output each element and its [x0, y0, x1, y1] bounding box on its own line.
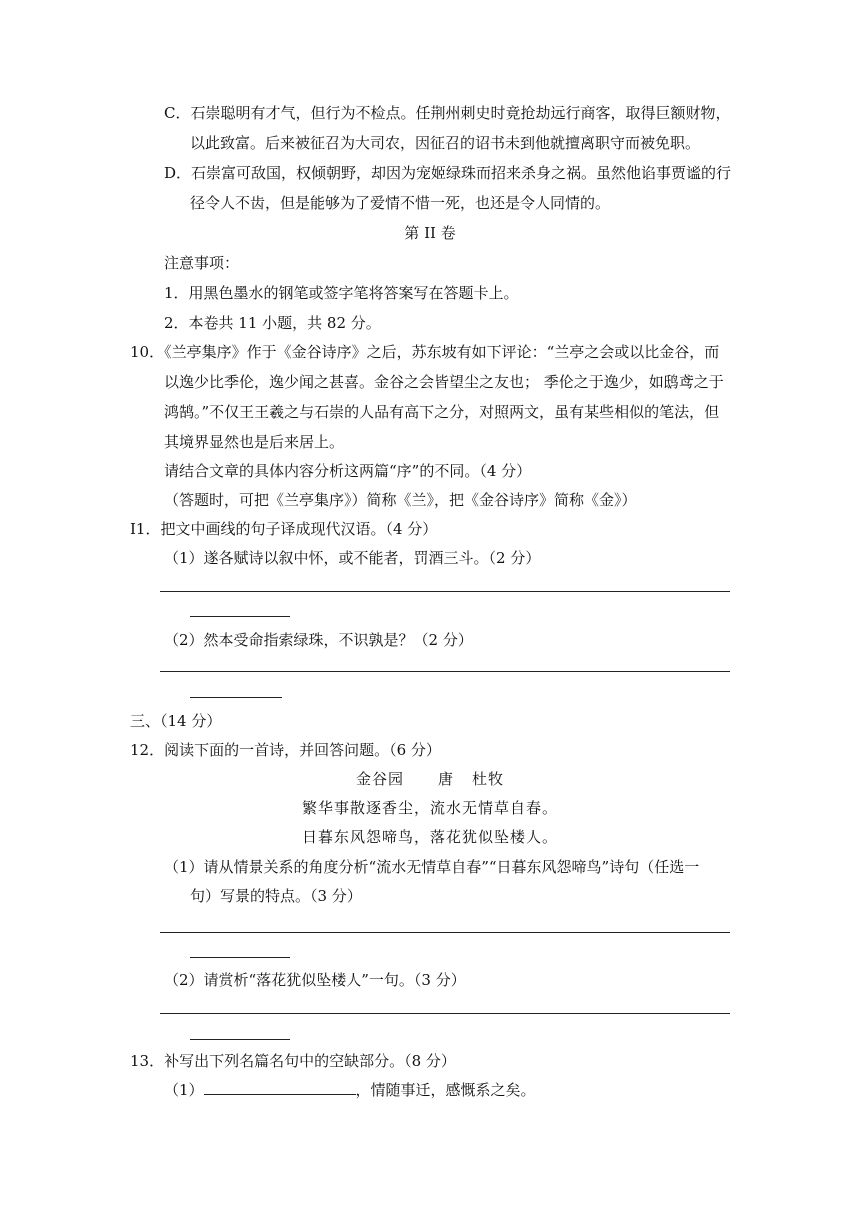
poem-line-2: 日暮东风怨啼鸟，落花犹似坠楼人。 — [301, 828, 558, 846]
poem-title: 金谷园 — [355, 770, 404, 788]
option-c-line-1: C．石崇聪明有才气，但行为不检点。任荆州刺史时竟抢劫远行商客，取得巨额财物， — [164, 104, 731, 122]
answer-line[interactable] — [160, 932, 730, 933]
q12-sub-1-line-2: 句）写景的特点。（3 分） — [190, 887, 362, 905]
poem-author: 杜牧 — [472, 770, 505, 788]
q13-heading: 13．补写出下列名篇名句中的空缺部分。（8 分） — [130, 1052, 456, 1070]
option-d-line-2: 径令人不齿，但是能够为了爱情不惜一死，也还是令人同情的。 — [190, 194, 611, 212]
answer-line[interactable] — [160, 671, 730, 672]
poem-dynasty: 唐 — [437, 770, 454, 788]
q11-sub-2: （2）然本受命指索绿珠，不识孰是？（2 分） — [164, 631, 473, 649]
poem-line-1: 繁华事散逐香尘，流水无情草自春。 — [301, 799, 558, 817]
answer-line[interactable] — [160, 1013, 730, 1014]
section-title: 第 II 卷 — [404, 224, 456, 242]
option-d-line-1: D．石崇富可敌国，权倾朝野，却因为宠姬绿珠而招来杀身之祸。虽然他谄事贾谧的行 — [164, 164, 732, 182]
q12-heading: 12．阅读下面的一首诗，并回答问题。（6 分） — [130, 741, 441, 759]
answer-line[interactable] — [160, 591, 730, 592]
answer-line-end[interactable] — [190, 957, 290, 958]
q12-sub-2: （2）请赏析“落花犹似坠楼人”一句。（3 分） — [164, 971, 466, 989]
notice-item-1: 1．用黑色墨水的钢笔或签字笔将答案写在答题卡上。 — [164, 284, 519, 302]
notice-item-2: 2．本卷共 11 小题，共 82 分。 — [164, 314, 381, 332]
q13-sub-1-suffix: ，情随事迁，感慨系之矣。 — [355, 1081, 536, 1099]
part-3-heading: 三、（14 分） — [130, 712, 222, 730]
q13-sub-1-prefix: （1） — [164, 1081, 204, 1099]
answer-line-end[interactable] — [190, 1039, 290, 1040]
q12-sub-1-line-1: （1）请从情景关系的角度分析“流水无情草自春”“日暮东风怨啼鸟”诗句（任选一 — [164, 858, 700, 876]
q13-sub-1 — [164, 1080, 536, 1100]
q11-sub-1: （1）遂各赋诗以叙中怀，或不能者，罚酒三斗。（2 分） — [164, 549, 541, 567]
q10-line-4: 其境界显然也是后来居上。 — [164, 433, 345, 451]
q11-heading: I1．把文中画线的句子译成现代汉语。（4 分） — [130, 520, 438, 538]
answer-line-end[interactable] — [190, 697, 282, 698]
q10-note: （答题时，可把《兰亭集序》）简称《兰》，把《金谷诗序》简称《金》） — [164, 491, 637, 509]
answer-line-end[interactable] — [190, 616, 290, 617]
notice-heading: 注意事项： — [164, 254, 240, 272]
q10-line-1: 10．《兰亭集序》作于《金谷诗序》之后，苏东坡有如下评论：“兰亭之会或以比金谷，而 — [130, 343, 720, 361]
fill-in-blank[interactable] — [204, 1080, 356, 1095]
q10-line-2: 以逸少比季伦，逸少闻之甚喜。金谷之会皆望尘之友也； 季伦之于逸少，如鸱鸢之于 — [164, 373, 724, 391]
q10-prompt: 请结合文章的具体内容分析这两篇“序”的不同。（4 分） — [164, 462, 532, 480]
option-c-line-2: 以此致富。后来被征召为大司农，因征召的诏书未到他就擅离职守而被免职。 — [190, 134, 701, 152]
q10-line-3: 鸿鹄。”不仅王王羲之与石崇的人品有高下之分，对照两文，虽有某些相似的笔法，但 — [164, 403, 720, 421]
poem-header — [0, 769, 860, 789]
